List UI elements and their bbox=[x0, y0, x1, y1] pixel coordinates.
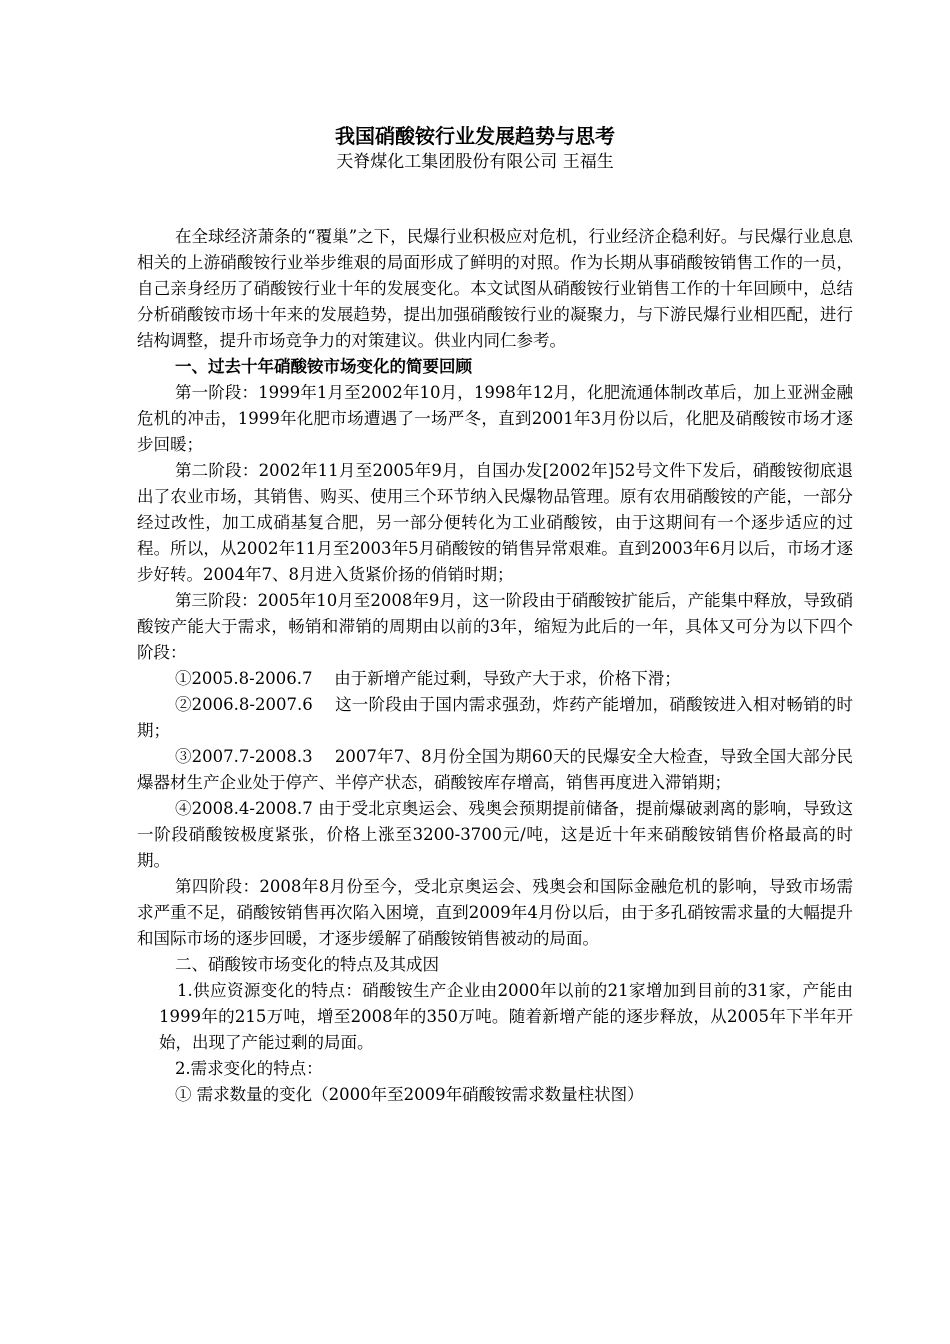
author-line: 天脊煤化工集团股份有限公司 王福生 bbox=[336, 152, 614, 172]
feature-1-paragraph: 1.供应资源变化的特点：硝酸铵生产企业由2000年以前的21家增加到目前的31家，产能由1999年的215万吨，增至2008年的350万吨。随着新增产能的逐步释放，从2005年下半年开始，出现了产能过剩的局面。 bbox=[159, 981, 853, 1052]
stage-3-paragraph: 第三阶段：2005年10月至2008年9月，这一阶段由于硝酸铵扩能后，产能集中释放，导致硝酸铵产能大于需求，畅销和滞销的周期由以前的3年，缩短为此后的一年，具体又可分为以下四个阶段： bbox=[137, 591, 853, 662]
section-heading-1: 一、过去十年硝酸铵市场变化的简要回顾 bbox=[174, 357, 472, 376]
stage-3-item-4: ④2008.4-2008.7 由于受北京奥运会、残奥会预期提前储备，提前爆破剥离的影响，导致这一阶段硝酸铵极度紧张，价格上涨至3200-3700元/吨，这是近十年来硝酸铵销售价格最高的时期。 bbox=[137, 799, 853, 870]
stage-3-item-1: ①2005.8-2006.7 由于新增产能过剩，导致产大于求，价格下滑； bbox=[174, 669, 681, 688]
feature-2-item-1: ① 需求数量的变化（2000年至2009年硝酸铵需求数量柱状图） bbox=[174, 1085, 644, 1104]
stage-3-item-2: ②2006.8-2007.6 这一阶段由于国内需求强劲，炸药产能增加，硝酸铵进入相对畅销的时期； bbox=[137, 695, 853, 740]
stage-3-item-3: ③2007.7-2008.3 2007年7、8月份全国为期60天的民爆安全大检查，导致全国大部分民爆器材生产企业处于停产、半停产状态，硝酸铵库存增高，销售再度进入滞销期； bbox=[137, 747, 853, 792]
stage-4-paragraph: 第四阶段：2008年8月份至今，受北京奥运会、残奥会和国际金融危机的影响，导致市场需求严重不足，硝酸铵销售再次陷入困境，直到2009年4月份以后，由于多孔硝铵需求量的大幅提升和国际市场的逐步回暖，才逐步缓解了硝酸铵销售被动的局面。 bbox=[137, 877, 853, 948]
stage-2-paragraph: 第二阶段：2002年11月至2005年9月，自国办发[2002年]52号文件下发后，硝酸铵彻底退出了农业市场，其销售、购买、使用三个环节纳入民爆物品管理。原有农用硝酸铵的产能，一部分经过改性，加工成硝基复合肥，另一部分便转化为工业硝酸铵，由于这期间有一个逐步适应的过程。所以，从2002年11月至2003年5月硝酸铵的销售异常艰难。直到2003年6月以后，市场才逐步好转。2004年7、8月进入货紧价扬的俏销时期； bbox=[137, 461, 853, 584]
intro-paragraph: 在全球经济萧条的“覆巢”之下，民爆行业积极应对危机，行业经济企稳利好。与民爆行业息息相关的上游硝酸铵行业举步维艰的局面形成了鲜明的对照。作为长期从事硝酸铵销售工作的一员，自己亲身经历了硝酸铵行业十年的发展变化。本文试图从硝酸铵行业销售工作的十年回顾中，总结分析硝酸铵市场十年来的发展趋势，提出加强硝酸铵行业的凝聚力，与下游民爆行业相匹配，进行结构调整，提升市场竞争力的对策建议。供业内同仁参考。 bbox=[137, 227, 853, 350]
feature-2-heading: 2.需求变化的特点： bbox=[174, 1059, 323, 1078]
document-body bbox=[137, 224, 853, 1108]
stage-1-paragraph: 第一阶段：1999年1月至2002年10月，1998年12月，化肥流通体制改革后，加上亚洲金融危机的冲击，1999年化肥市场遭遇了一场严冬，直到2001年3月份以后，化肥及硝酸铵市场才逐步回暖； bbox=[137, 383, 853, 454]
document-title: 我国硝酸铵行业发展趋势与思考 bbox=[335, 124, 615, 148]
section-heading-2: 二、硝酸铵市场变化的特点及其成因 bbox=[174, 955, 439, 974]
